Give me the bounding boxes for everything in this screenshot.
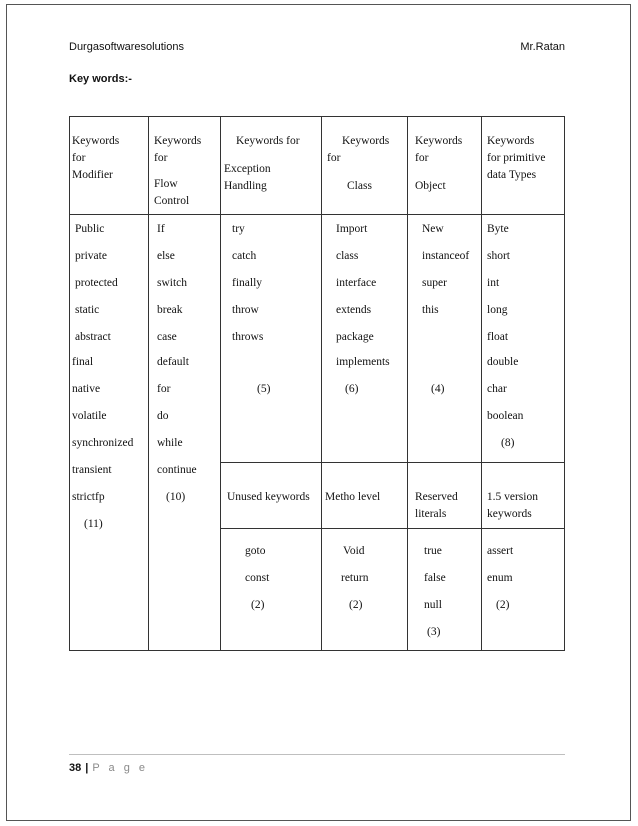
header-author: Mr.Ratan	[520, 41, 565, 53]
list-item: double	[487, 356, 519, 368]
list-item: while	[157, 437, 183, 449]
col-divider-3	[321, 117, 322, 650]
list-item: volatile	[72, 410, 107, 422]
list-item: char	[487, 383, 507, 395]
count-label: (5)	[257, 383, 271, 395]
keywords-table: Keywords for Modifier Keywords for Flow Control Keywords for Exception Handling Keywords for Class Keywords for Object Keywords for primitive data Types Public private protected static abstract final native volatile synchronized transient strictfp (11) If else switch break case default for do while continue (10) try catch finally throw throws (5) Import class interface extends package implements (6) New instanceof super this (4) Byte short int long float double char boolean (8) Unused keywords Metho level Reserved literals 1.5 version keywords goto const (2) Void return (2) true false null (3) assert enum (2)	[69, 116, 565, 651]
list-item: Void	[343, 545, 365, 557]
list-item: extends	[336, 304, 372, 316]
col-divider-5	[481, 117, 482, 650]
header-company: Durgasoftwaresolutions	[69, 41, 184, 53]
col-divider-4	[407, 117, 408, 650]
footer-divider	[69, 754, 565, 755]
list-item: package	[336, 331, 374, 343]
list-item: enum	[487, 572, 513, 584]
list-item: Public	[75, 223, 105, 235]
footer-separator: |	[85, 762, 89, 774]
list-item: return	[341, 572, 369, 584]
list-item: throws	[232, 331, 264, 343]
count-label: (2)	[251, 599, 265, 611]
list-item: Import	[336, 223, 368, 235]
lower-header-bottom-divider	[220, 528, 564, 529]
col-divider-1	[148, 117, 149, 650]
list-item: New	[422, 223, 444, 235]
list-item: continue	[157, 464, 197, 476]
list-item: super	[422, 277, 447, 289]
count-label: (6)	[345, 383, 359, 395]
page-number: 38	[69, 762, 82, 774]
list-item: instanceof	[422, 250, 470, 262]
list-item: this	[422, 304, 439, 316]
count-label: (8)	[501, 437, 515, 449]
list-item: null	[424, 599, 442, 611]
list-item: case	[157, 331, 177, 343]
list-item: abstract	[75, 331, 111, 343]
list-item: class	[336, 250, 359, 262]
col-divider-2	[220, 117, 221, 650]
list-item: transient	[72, 464, 112, 476]
list-item: protected	[75, 277, 118, 289]
list-item: Byte	[487, 223, 509, 235]
list-item: private	[75, 250, 107, 262]
section-title: Key words:-	[69, 73, 132, 85]
list-item: throw	[232, 304, 259, 316]
list-item: finally	[232, 277, 263, 289]
header-cell-unused: Unused keywords	[227, 491, 310, 503]
list-item: else	[157, 250, 175, 262]
lower-header-top-divider	[220, 462, 564, 463]
list-item: const	[245, 572, 270, 584]
page-label: P a g e	[92, 762, 148, 774]
list-item: break	[157, 304, 183, 316]
count-label: (3)	[427, 626, 441, 638]
page-footer	[69, 762, 148, 774]
list-item: boolean	[487, 410, 524, 422]
list-item: default	[157, 356, 189, 368]
list-item: synchronized	[72, 437, 134, 449]
list-item: implements	[336, 356, 390, 368]
list-item: catch	[232, 250, 257, 262]
list-item: short	[487, 250, 510, 262]
list-item: interface	[336, 277, 377, 289]
header-row-divider	[70, 214, 564, 215]
list-item: final	[72, 356, 94, 368]
list-item: try	[232, 223, 245, 235]
list-item: true	[424, 545, 442, 557]
count-label: (2)	[349, 599, 363, 611]
header-cell-method-level: Metho level	[325, 491, 381, 503]
list-item: switch	[157, 277, 188, 289]
count-label: (4)	[431, 383, 445, 395]
count-label: (2)	[496, 599, 510, 611]
list-item: goto	[245, 545, 266, 557]
list-item: strictfp	[72, 491, 105, 503]
list-item: float	[487, 331, 509, 343]
count-label: (11)	[84, 518, 103, 530]
list-item: false	[424, 572, 446, 584]
list-item: do	[157, 410, 169, 422]
list-item: assert	[487, 545, 514, 557]
list-item: native	[72, 383, 101, 395]
list-item: If	[157, 223, 165, 235]
list-item: long	[487, 304, 508, 316]
count-label: (10)	[166, 491, 186, 503]
list-item: for	[157, 383, 171, 395]
list-item: int	[487, 277, 500, 289]
list-item: static	[75, 304, 100, 316]
